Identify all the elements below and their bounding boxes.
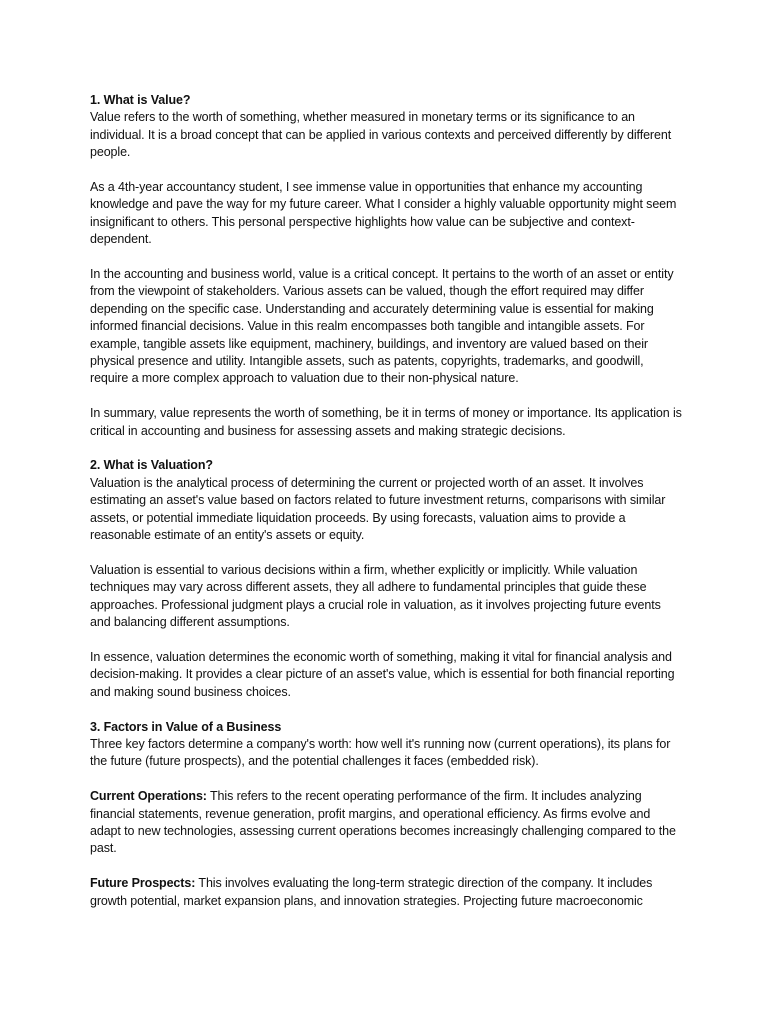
section-heading: 1. What is Value? xyxy=(90,93,191,107)
paragraph: Three key factors determine a company's worth: how well it's running now (current operations), its plans for the future (future prospects), and the potential challenges it faces (embedded risk). xyxy=(90,736,671,769)
paragraph: Valuation is essential to various decisions within a firm, whether explicitly or implicitly. While valuation techniques may vary across different assets, they all adhere to fundamental principles that guide these approaches. Professional judgment plays a crucial role in valuation, as it involves projecting future events and balancing different assumptions. xyxy=(90,562,661,630)
paragraph: In essence, valuation determines the economic worth of something, making it vital for financial analysis and decision-making. It provides a clear picture of an asset's value, which is essential for both financial reporting and making sound business choices. xyxy=(90,649,675,699)
paragraph: As a 4th-year accountancy student, I see immense value in opportunities that enhance my accounting knowledge and pave the way for my future career. What I consider a highly valuable opportunity might seem insignificant to others. This personal perspective highlights how value can be subjective and context-dependent. xyxy=(90,180,677,247)
paragraph: Valuation is the analytical process of determining the current or projected worth of an asset. It involves estimating an asset's value based on factors related to future investment returns, comparisons with similar assets, or potential immediate liquidation proceeds. By using forecasts, valuation aims to provide a reasonable estimate of an entity's assets or equity. xyxy=(90,475,666,543)
factor-paragraph-current-operations xyxy=(90,788,682,858)
section-what-is-valuation xyxy=(90,457,682,701)
paragraph: Value refers to the worth of something, whether measured in monetary terms or its significance to an individual. It is a broad concept that can be applied in various contexts and perceived differently by different people. xyxy=(90,110,672,160)
paragraph: In summary, value represents the worth of something, be it in terms of money or importance. Its application is critical in accounting and business for assessing assets and making strategic decisions. xyxy=(90,406,682,438)
section-heading: 3. Factors in Value of a Business xyxy=(90,719,282,734)
paragraph: In the accounting and business world, value is a critical concept. It pertains to the worth of an asset or entity from the viewpoint of stakeholders. Various assets can be valued, though the effort required may differ depending on the specific case. Understanding and accurately determining value is essential for making informed financial decisions. Value in this realm encompasses both tangible and intangible assets. For example, tangible assets like equipment, machinery, buildings, and inventory are valued based on their physical presence and utility. Intangible assets, such as patents, copyrights, trademarks, and goodwill, require a more complex approach to valuation due to their non-physical nature. xyxy=(90,267,674,386)
factor-lead: Future Prospects: xyxy=(90,876,196,891)
section-what-is-value xyxy=(90,92,682,440)
factor-text: This involves evaluating the long-term strategic direction of the company. It includes growth potential, market expansion plans, and innovation strategies. Projecting future macroeconomic xyxy=(90,876,653,908)
factor-paragraph-future-prospects xyxy=(90,875,682,910)
section-factors-in-value xyxy=(90,719,682,910)
factor-lead: Current Operations: xyxy=(90,789,207,804)
factor-text: This refers to the recent operating performance of the firm. It includes analyzing financial statements, revenue generation, profit margins, and operational efficiency. As firms evolve and adapt to new technologies, assessing current operations becomes increasingly challenging compared to the past. xyxy=(90,789,676,856)
section-heading: 2. What is Valuation? xyxy=(90,458,213,473)
document-page xyxy=(90,92,682,927)
